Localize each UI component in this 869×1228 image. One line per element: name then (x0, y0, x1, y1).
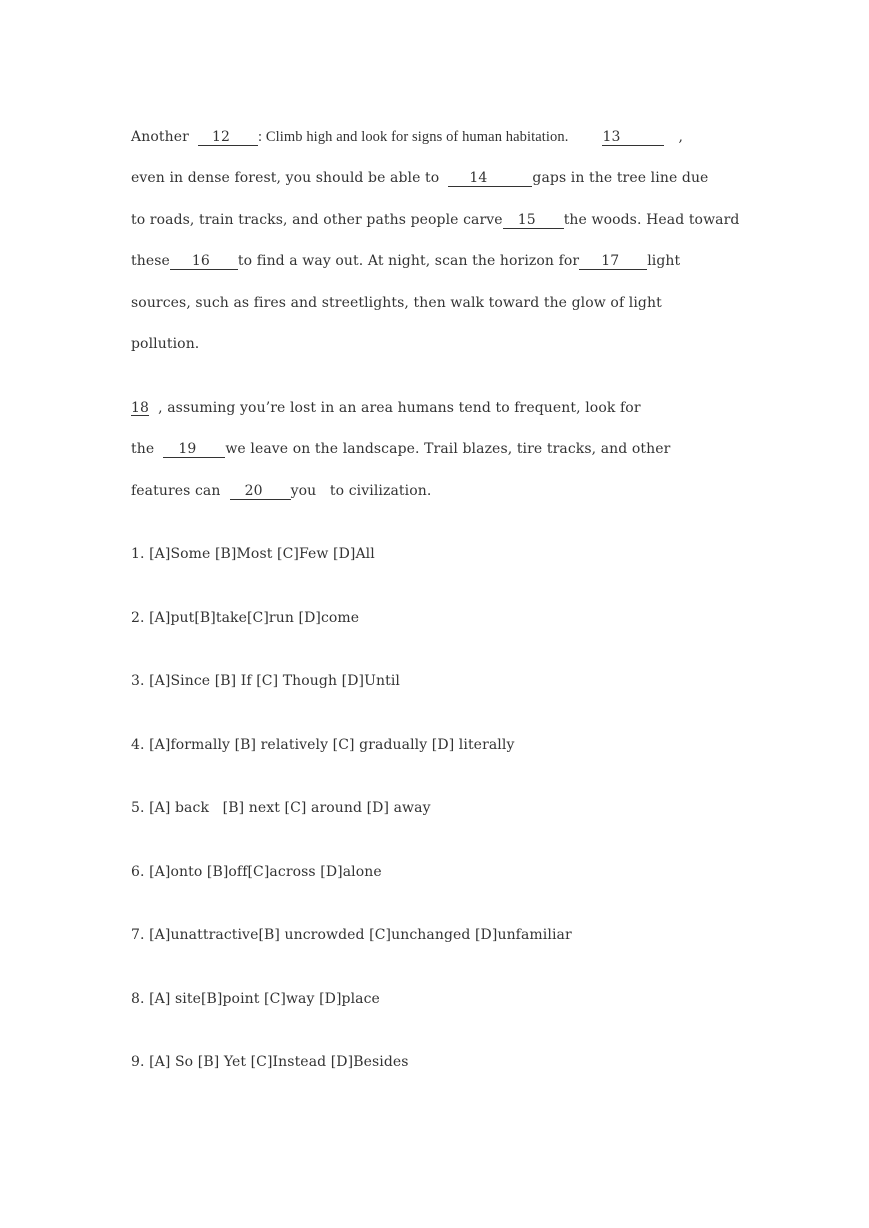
text: , assuming you’re lost in an area humans tend to frequent, look for (158, 400, 641, 416)
text: to find a way out. At night, scan the horizon for (237, 253, 580, 269)
blank-19: 19 (163, 442, 225, 458)
blank-13: 13 (602, 130, 664, 146)
text: light (647, 253, 681, 269)
text: you (290, 483, 317, 499)
text: we leave on the landscape. Trail blazes, tire tracks, and other (225, 441, 671, 457)
passage-line (131, 211, 739, 229)
text: the (131, 441, 155, 457)
text: the woods. Head toward (563, 212, 740, 228)
passage-line (131, 169, 708, 187)
blank-20: 20 (230, 484, 291, 500)
passage-line (131, 482, 431, 500)
text: gaps in the tree line due (532, 170, 709, 186)
blank-15: 15 (503, 213, 564, 229)
question-item: 6. [A]onto [B]off[C]across [D]alone (131, 864, 382, 880)
question-item: 5. [A] back [B] next [C] around [D] away (131, 800, 431, 816)
blank-12: 12 (198, 130, 258, 146)
question-item: 1. [A]Some [B]Most [C]Few [D]All (131, 546, 375, 562)
question-item: 2. [A]put[B]take[C]run [D]come (131, 610, 360, 626)
text: to roads, train tracks, and other paths people carve (131, 212, 503, 228)
passage-line (131, 252, 680, 270)
text: these (131, 253, 170, 269)
text: , (678, 129, 684, 145)
passage-line (131, 440, 670, 458)
blank-14: 14 (448, 171, 532, 187)
passage-line (131, 399, 641, 417)
question-item: 8. [A] site[B]point [C]way [D]place (131, 991, 380, 1007)
passage-line: pollution. (131, 336, 200, 352)
blank-16: 16 (170, 254, 238, 270)
text: : Climb high and look for signs of human habitation. (258, 129, 569, 145)
question-item: 4. [A]formally [B] relatively [C] gradually [D] literally (131, 737, 515, 753)
question-item: 3. [A]Since [B] If [C] Though [D]Until (131, 673, 400, 689)
text: Another (131, 129, 189, 145)
question-item: 7. [A]unattractive[B] uncrowded [C]unchanged [D]unfamiliar (131, 927, 572, 943)
passage-line (131, 128, 683, 146)
passage-line: sources, such as fires and streetlights, then walk toward the glow of light (131, 295, 662, 311)
blank-18: 18 (131, 400, 150, 416)
blank-17: 17 (579, 254, 647, 270)
text: even in dense forest, you should be able to (131, 170, 440, 186)
text: features can (131, 483, 221, 499)
question-item: 9. [A] So [B] Yet [C]Instead [D]Besides (131, 1054, 409, 1070)
text: to civilization. (329, 483, 432, 499)
